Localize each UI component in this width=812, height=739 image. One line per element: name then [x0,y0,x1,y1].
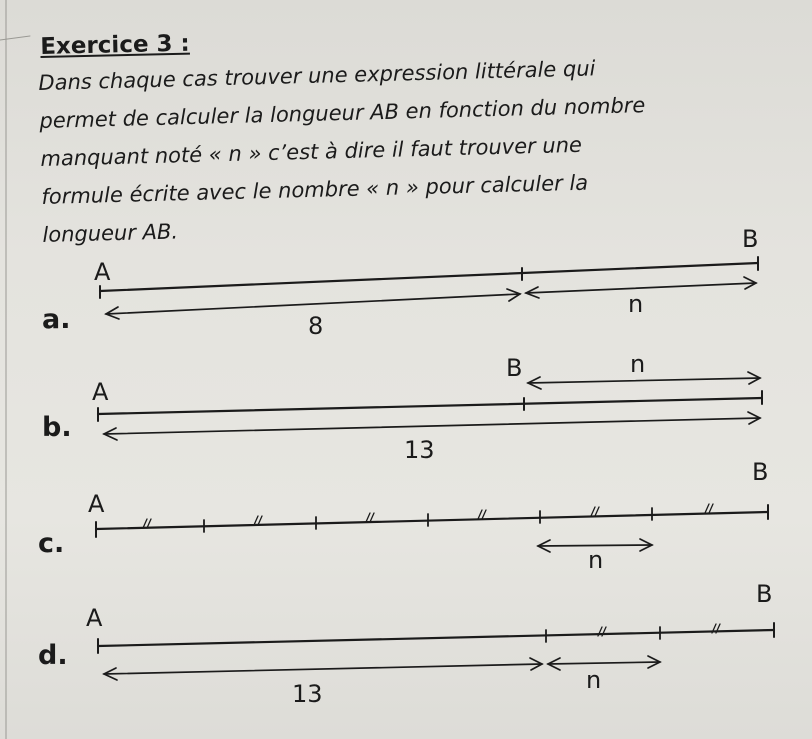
fig-a-label: a. [42,304,71,335]
fig-d-label: d. [38,640,68,671]
fig-b-point-b: B [506,354,523,382]
exercise-title: Exercice 3 : [40,30,191,60]
fig-c-segment-ab [96,512,768,529]
fig-d-unknown: n [586,666,602,694]
fig-d-arrow-13 [104,664,542,674]
fig-b-measure: 13 [404,436,435,464]
fig-a-arrow-8 [106,294,520,314]
fig-b-label: b. [42,412,72,443]
fig-c-unknown: n [588,546,604,574]
fig-d-measure: 13 [292,680,323,708]
instruction-line: formule écrite avec le nombre « n » pour calculer la [41,170,589,209]
instruction-line: longueur AB. [42,219,179,247]
fig-c-point-a: A [88,490,105,518]
fig-b-segment-ab [98,398,762,414]
top-edge-line [0,36,30,40]
fig-d-segment-ab [98,630,774,646]
exercise-instructions [38,45,783,254]
fig-d-point-b: B [756,580,773,608]
fig-c-label: c. [38,528,65,559]
fig-b-unknown: n [630,350,646,378]
fig-a-point-b: B [742,225,759,253]
fig-a-measure: 8 [308,312,324,340]
fig-d-arrow-n [548,662,660,664]
instruction-line: Dans chaque cas trouver une expression littérale qui [38,56,596,95]
fig-b-arrow-n [528,378,760,383]
fig-d-point-a: A [86,604,103,632]
fig-b-arrow-13 [104,418,760,434]
instruction-line: permet de calculer la longueur AB en fonction du nombre [39,93,646,133]
fig-c-point-b: B [752,458,769,486]
fig-a-point-a: A [94,258,111,286]
fig-a-unknown: n [628,290,644,318]
fig-b-point-a: A [92,378,109,406]
instruction-line: manquant noté « n » c’est à dire il faut trouver une [40,132,583,171]
